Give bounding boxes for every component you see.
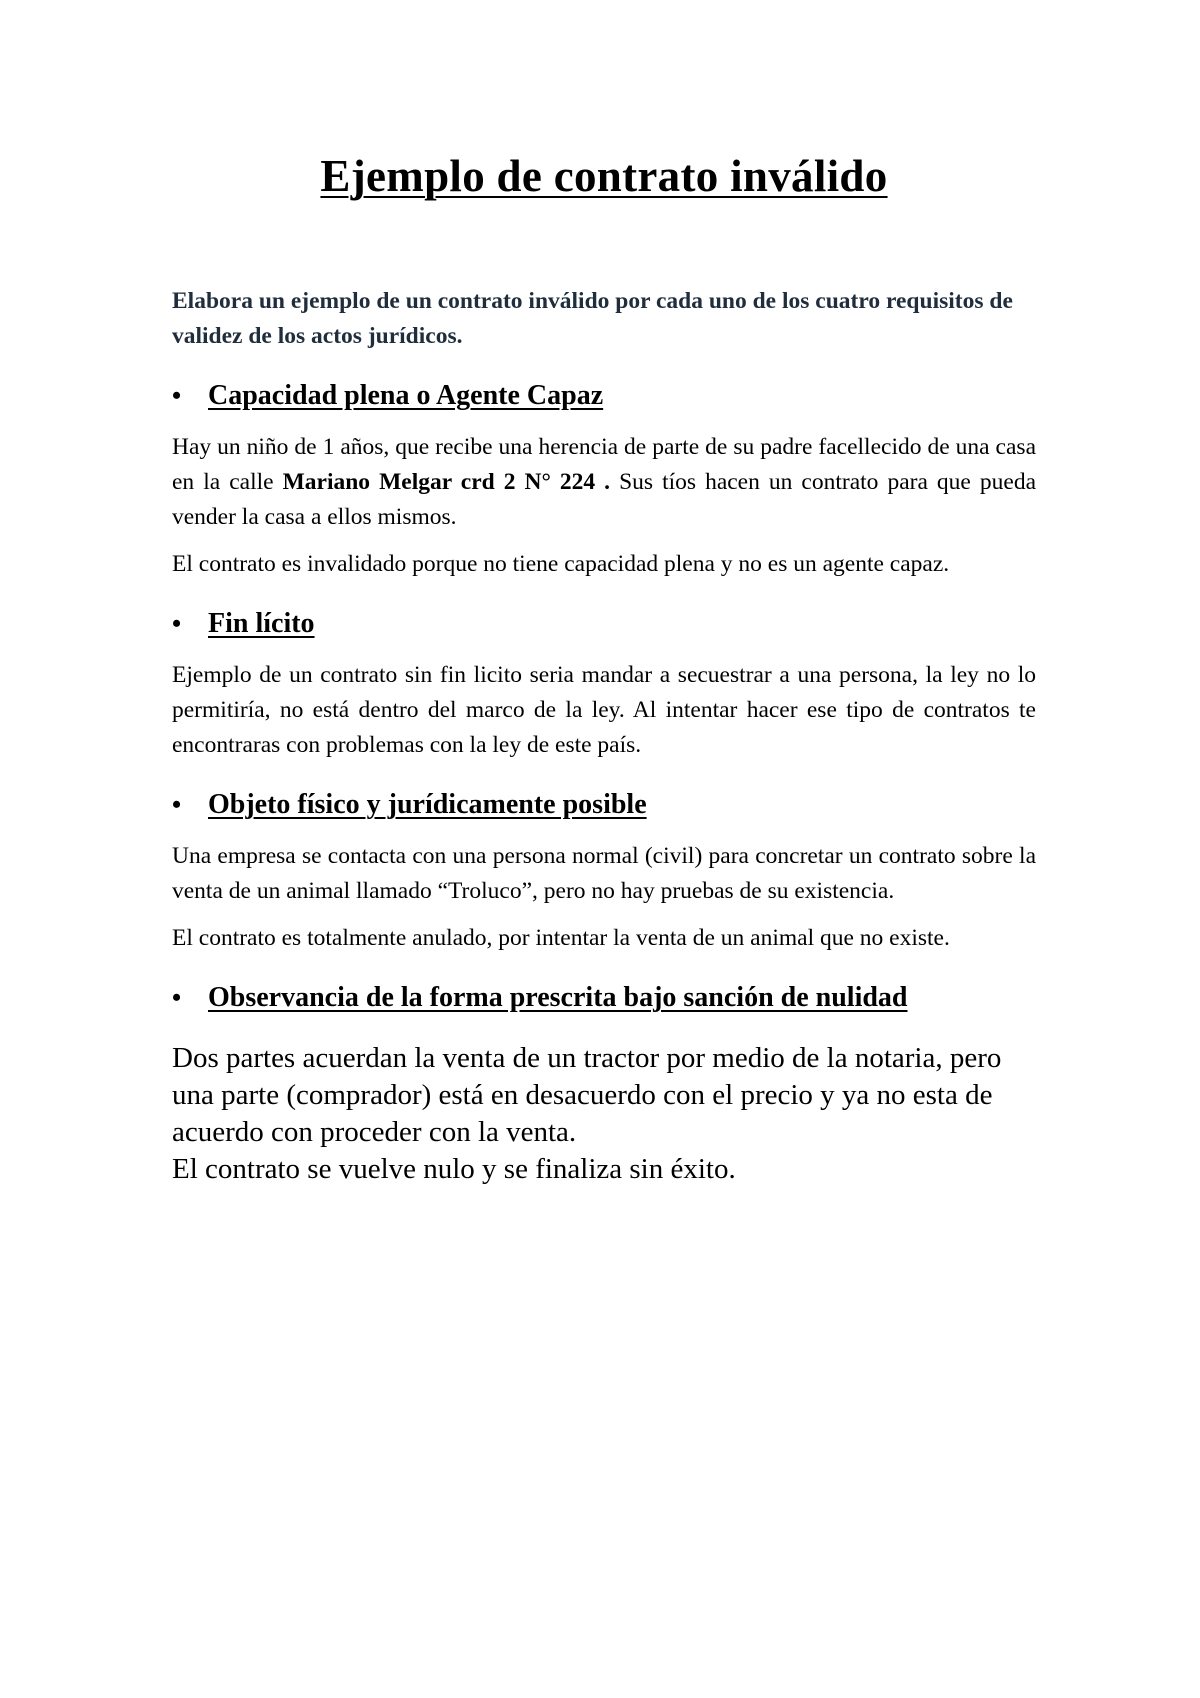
section-heading-capacidad xyxy=(172,376,1036,416)
bullet-icon: • xyxy=(172,381,182,410)
section-paragraph: El contrato es invalidado porque no tiene capacidad plena y no es un agente capaz. xyxy=(172,551,950,577)
section-heading-text: Objeto físico y jurídicamente posible xyxy=(208,789,647,820)
document-page xyxy=(172,0,1036,1188)
paragraph-text: Hay un niño de 1 años, que recibe una herencia de parte de su padre facellecido de una casa en la calle xyxy=(172,434,1036,495)
document-title: Ejemplo de contrato inválido xyxy=(320,151,888,201)
section-paragraph: Una empresa se contacta con una persona normal (civil) para concretar un contrato sobre la venta de un animal llamado “Troluco”, pero no hay pruebas de su existencia. xyxy=(172,843,1036,904)
section-heading-observancia xyxy=(172,978,1036,1018)
section-body-large xyxy=(172,1040,1036,1188)
section-heading-text: Observancia de la forma prescrita bajo sanción de nulidad xyxy=(208,982,908,1013)
bullet-icon: • xyxy=(172,790,182,819)
section-paragraph: El contrato es totalmente anulado, por intentar la venta de un animal que no existe. xyxy=(172,925,950,951)
section-heading-fin-licito xyxy=(172,604,1036,644)
bullet-icon: • xyxy=(172,609,182,638)
section-paragraph xyxy=(172,430,1036,535)
paragraph-text: Sus tíos hacen un contrato para que pueda vender la casa a ellos mismos. xyxy=(172,469,1036,530)
section-paragraph: Ejemplo de un contrato sin fin licito seria mandar a secuestrar a una persona, la ley no lo permitiría, no está dentro del marco de la ley. Al intentar hacer ese tipo de contratos te encontraras con problemas con la ley de este país. xyxy=(172,662,1036,758)
bullet-icon: • xyxy=(172,983,182,1012)
section-heading-text: Capacidad plena o Agente Capaz xyxy=(208,380,604,411)
section-heading-text: Fin lícito xyxy=(208,608,315,639)
section-paragraph: El contrato se vuelve nulo y se finaliza sin éxito. xyxy=(172,1153,736,1185)
section-paragraph: Dos partes acuerdan la venta de un tractor por medio de la notaria, pero una parte (comprador) está en desacuerdo con el precio y ya no esta de acuerdo con proceder con la venta. xyxy=(172,1042,1002,1148)
intro-text: Elabora un ejemplo de un contrato inválido por cada uno de los cuatro requisitos de validez de los actos jurídicos. xyxy=(172,288,1013,349)
section-heading-objeto xyxy=(172,785,1036,825)
address-text: Mariano Melgar crd 2 N° 224 . xyxy=(282,469,611,495)
